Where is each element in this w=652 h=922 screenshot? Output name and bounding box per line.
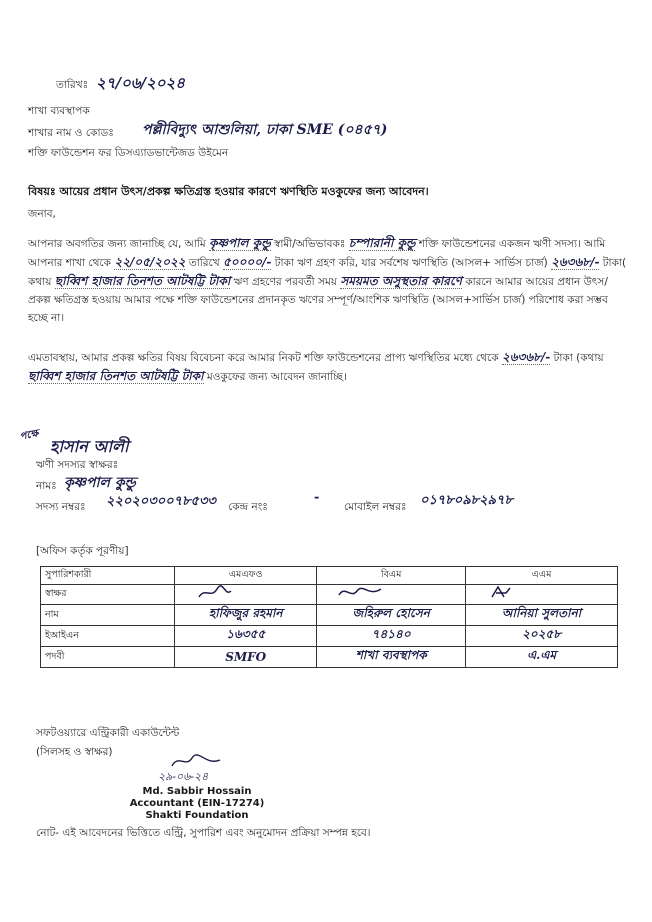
bm-signature — [317, 585, 466, 605]
table-row — [41, 647, 618, 668]
mobile-value: ০১৭৮০৯৮২৯৭৮ — [420, 493, 513, 508]
accountant-seal-note: (সিলসহ ও স্বাক্ষর) — [36, 746, 113, 758]
stamp-title: Accountant (EIN-17274) — [129, 798, 265, 809]
org-name: শক্তি ফাউন্ডেশন ফর ডিসএ্যাডভান্টেজড উইমেন — [28, 147, 229, 159]
stamp-name: Md. Sabbir Hossain — [142, 786, 252, 797]
mfo-signature — [175, 585, 317, 605]
table-row — [41, 585, 618, 605]
bm-name: জহিরুল হোসেন — [317, 605, 466, 626]
col-head-bm: বিএম — [317, 567, 466, 585]
recipient-title: শাখা ব্যবস্থাপক — [28, 105, 90, 117]
bm-signature-mark — [321, 585, 391, 601]
p2-text-2: টাকা (কথায় — [553, 352, 604, 364]
member-signature: হাসান আলী — [50, 437, 129, 456]
p1-text-6: টাকা( কথায় — [28, 257, 627, 288]
am-designation: এ.এম — [465, 647, 617, 668]
mfo-signature-mark — [179, 585, 239, 601]
mfo-ein: ১৬৩৫৫ — [175, 626, 317, 647]
mobile-label: মোবাইল নম্বরঃ — [344, 501, 407, 513]
row-label-signature: স্বাক্ষর — [41, 585, 175, 605]
member-name-label: নামঃ — [36, 480, 57, 492]
p1-text-7: ঋণ গ্রহণের পরবর্তী সময় — [233, 276, 337, 288]
am-name: আনিয়া সুলতানা — [465, 605, 617, 626]
accountant-line: সফটওয়্যারে এন্ট্রিকারী একাউন্টেন্ট — [36, 727, 180, 739]
p1-text-2: স্বামী/অভিভাবকঃ — [274, 238, 346, 250]
office-heading: [অফিস কর্তৃক পূরণীয়] — [36, 545, 129, 557]
col-head-am: এএম — [465, 567, 617, 585]
accountant-stamp — [112, 786, 282, 822]
branch-value: পল্লীবিদ্যুৎ আশুলিয়া, ঢাকা SME (০৪৫৭) — [142, 122, 388, 138]
subject: বিষয়ঃ আয়ের প্রধান উৎস/প্রকল্প ক্ষতিগ্রস্ত হওয়ার কারণে ঋণস্থিতি মওকুফের জন্য আবেদন। — [28, 185, 429, 198]
salutation: জনাব, — [28, 208, 56, 220]
mfo-designation: SMFO — [175, 647, 317, 668]
member-sig-label: ঋণী সদস্যর স্বাক্ষরঃ — [36, 459, 119, 471]
row-label-ein: ইআইএন — [41, 626, 175, 647]
member-no: ২২০২০৩০০৭৮৫৩৩ — [106, 494, 216, 509]
date-label: তারিখঃ — [56, 79, 89, 91]
balance-amount: ২৬৩৬৮/- — [551, 255, 600, 269]
waiver-amount: ২৬৩৬৮/- — [501, 350, 551, 364]
row-label-recommender: সুপারিশকারী — [41, 567, 175, 585]
guardian-name: চম্পারানী কুন্ডু — [348, 236, 416, 250]
mfo-name: হাফিজুর রহমান — [175, 605, 317, 626]
branch-label: শাখার নাম ও কোডঃ — [28, 127, 114, 139]
am-signature-mark — [470, 585, 530, 601]
table-row — [41, 626, 618, 647]
table-row — [41, 567, 618, 585]
p1-text-5: টাকা ঋণ গ্রহণ করি, যার সর্বশেষ ঋণস্থিতি (আসল+ সার্ভিস চার্জ) — [274, 257, 548, 269]
bm-ein: ৭৪১৪০ — [317, 626, 466, 647]
paragraph-1 — [28, 234, 628, 327]
am-ein: ২০২৫৮ — [465, 626, 617, 647]
date-value: ২৭/০৬/২০২৪ — [96, 74, 185, 92]
am-signature — [465, 585, 617, 605]
kendra-value: - — [314, 490, 320, 505]
accountant-sig-date: ২৯-০৬-২৪ — [158, 770, 209, 783]
waiver-words: ছাব্বিশ হাজার তিনশত আটষট্টি টাকা — [28, 369, 204, 383]
kendra-label: কেন্দ্র নংঃ — [228, 501, 268, 513]
p1-text-1: আপনার অবগতির জন্য জানাচ্ছি যে, আমি — [28, 238, 206, 250]
on-behalf-note: পক্ষে — [18, 428, 40, 443]
paragraph-2 — [28, 348, 628, 386]
row-label-designation: পদবী — [41, 647, 175, 668]
bm-designation: শাখা ব্যবস্থাপক — [317, 647, 466, 668]
p1-text-4: তারিখে — [188, 257, 220, 269]
footnote: নোট- এই আবেদনের ভিত্তিতে এন্ট্রি, সুপারিশ এবং অনুমোদন প্রক্রিয়া সম্পন্ন হবে। — [36, 827, 371, 839]
balance-words: ছাব্বিশ হাজার তিনশত আটষট্টি টাকা — [54, 274, 231, 288]
loan-date: ২২/০৫/২০২২ — [114, 255, 186, 269]
col-head-mfo: এমএফও — [175, 567, 317, 585]
row-label-name: নাম — [41, 605, 175, 626]
member-name: কৃষ্ণপাল কুন্ডু — [64, 475, 136, 491]
table-row — [41, 605, 618, 626]
p1-text-8: কারনে আমার আয়ের প্রধান উৎস/প্রকল্প ক্ষতিগ্রস্ত হওয়ায় আমার পক্ষে শক্তি ফাউন্ডেশনের প্রদানকৃত ঋণের সম্পূর্ণ/আংশিক ঋণস্থিতি (আসল+সার্ভিস চার্জ) পরিশোধ করা সম্ভব হচ্ছে না। — [28, 276, 608, 324]
p1-text-3: শক্তি ফাউন্ডেশনের একজন ঋণী সদস্য। আমি আপনার শাখা থেকে — [28, 238, 606, 269]
damage-reason: সময়মত অসুস্থতার কারণে — [340, 274, 462, 288]
member-name-inline: কৃষ্ণপাল কুন্ডু — [209, 236, 271, 250]
office-table — [40, 566, 618, 668]
p2-text-1: এমতাবস্থায়, আমার প্রকল্প ক্ষতির বিষয় বিবেচনা করে আমার নিকট শক্তি ফাউন্ডেশনের প্রাপ্য ঋণস্থিতির মধ্যে থেকে — [28, 352, 499, 364]
p2-text-3: মওকুফের জন্য আবেদন জানাচ্ছি। — [206, 371, 347, 383]
stamp-org: Shakti Foundation — [145, 810, 249, 821]
member-no-label: সদস্য নম্বরঃ — [36, 501, 86, 513]
loan-amount: ৫০০০০/- — [223, 255, 272, 269]
